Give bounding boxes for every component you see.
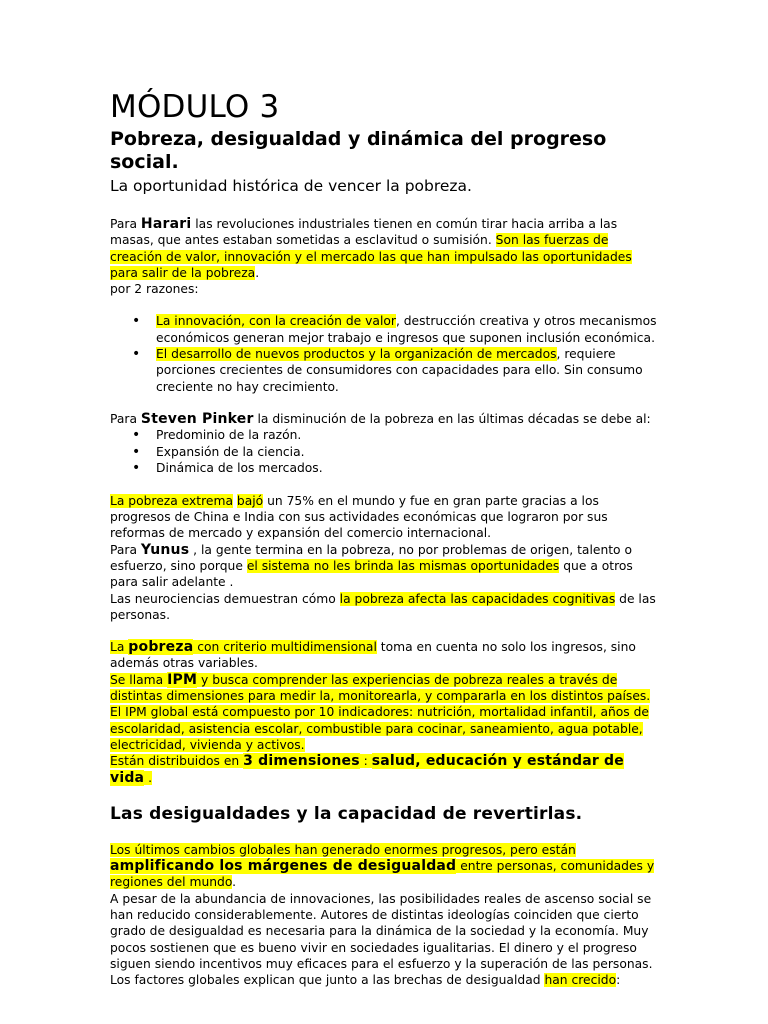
list-item: • Predominio de la razón. [110,427,658,444]
yunus-paragraph: Para Yunus , la gente termina en la pobreza, no por problemas de origen, talento o esfuerzo, sino porque el sistema no les brinda las mismas oportunidades que a otros para salir adelante . [110,541,633,590]
harari-reasons-intro: por 2 razones: [110,282,199,297]
multidimensional-paragraph: La pobreza con criterio multidimensional toma en cuenta no solo los ingresos, sino además otras variables. [110,639,636,671]
neuroscience-paragraph: Las neurociencias demuestran cómo la pobreza afecta las capacidades cognitivas de las personas. [110,591,656,622]
ipm-acronym: IPM [167,671,198,688]
harari-reasons-list [110,313,658,394]
module-subheading: La oportunidad histórica de vencer la pobreza. [110,177,472,195]
inequality-body: A pesar de la abundancia de innovaciones, las posibilidades reales de ascenso social se han reducido considerablemente. Autores de distintas ideologías coinciden que cierto grado de desigualdad es necesaria para la dinámica de la sociedad y la economía. Muy pocos sostienen que es bueno vivir en sociedades igualitarias. El dinero y el progreso siguen siendo incentivos muy eficaces para el esfuerzo y la superación de las personas. [110,891,653,971]
inequality-paragraph: Los últimos cambios globales han generado enormes progresos, pero están amplificando los márgenes de desigualdad entre personas, comunidades y regiones del mundo. [110,842,655,890]
ipm-paragraph: Se llama IPM y busca comprender las experiencias de pobreza reales a través de distintas dimensiones para medir la, monitorearla, y compararla en los distintos países. El IPM global está compuesto por 10 indicadores: nutrición, mortalidad infantil, años de escolaridad, asistencia escolar, combustible para cocinar, saneamiento, agua potable, electricidad, vivienda y activos. [110,671,651,752]
author-name-pinker: Steven Pinker [140,410,254,427]
module-heading: Pobreza, desigualdad y dinámica del progreso social. [110,128,607,173]
harari-paragraph: Para Harari las revoluciones industriales tienen en común tirar hacia arriba a las masas, que antes estaban sometidas a esclavitud o sumisión. Son las fuerzas de creación de valor, innovación y el mercado las que han impulsado las oportunidades para salir de la pobreza. [110,216,632,280]
dimensions-paragraph: Están distribuidos en 3 dimensiones : salud, educación y estándar de vida . [110,753,624,786]
highlight-harari: Son las fuerzas de creación de valor, innovación y el mercado las que han impulsado las oportunidades para salir de la pobreza [110,233,632,280]
pinker-list [110,427,658,477]
pinker-paragraph: Para Steven Pinker la disminución de la pobreza en las últimas décadas se debe al: [110,410,651,427]
list-item: • La innovación, con la creación de valor, destrucción creativa y otros mecanismos económicos generan mejor trabajo e ingresos que suponen inclusión económica. [110,313,658,346]
list-item: • Expansión de la ciencia. [110,444,658,461]
extreme-poverty-paragraph: La pobreza extrema bajó un 75% en el mundo y fue en gran parte gracias a los progresos de China e India con sus actividades económicas que lograron por sus reformas de mercado y expansión del comercio internacional. [110,493,608,541]
list-item: • Dinámica de los mercados. [110,460,658,477]
module-title: MÓDULO 3 [110,89,280,125]
inequality-heading: Las desigualdades y la capacidad de revertirlas. [110,803,583,824]
author-name-yunus: Yunus [140,541,190,558]
author-name-harari: Harari [140,216,192,232]
global-factors-paragraph: Los factores globales explican que junto a las brechas de desigualdad han crecido: [110,973,621,988]
document-body [110,86,658,988]
list-item: • El desarrollo de nuevos productos y la organización de mercados, requiere porciones crecientes de consumidores con capacidades para ello. Sin consumo creciente no hay crecimiento. [110,346,658,395]
